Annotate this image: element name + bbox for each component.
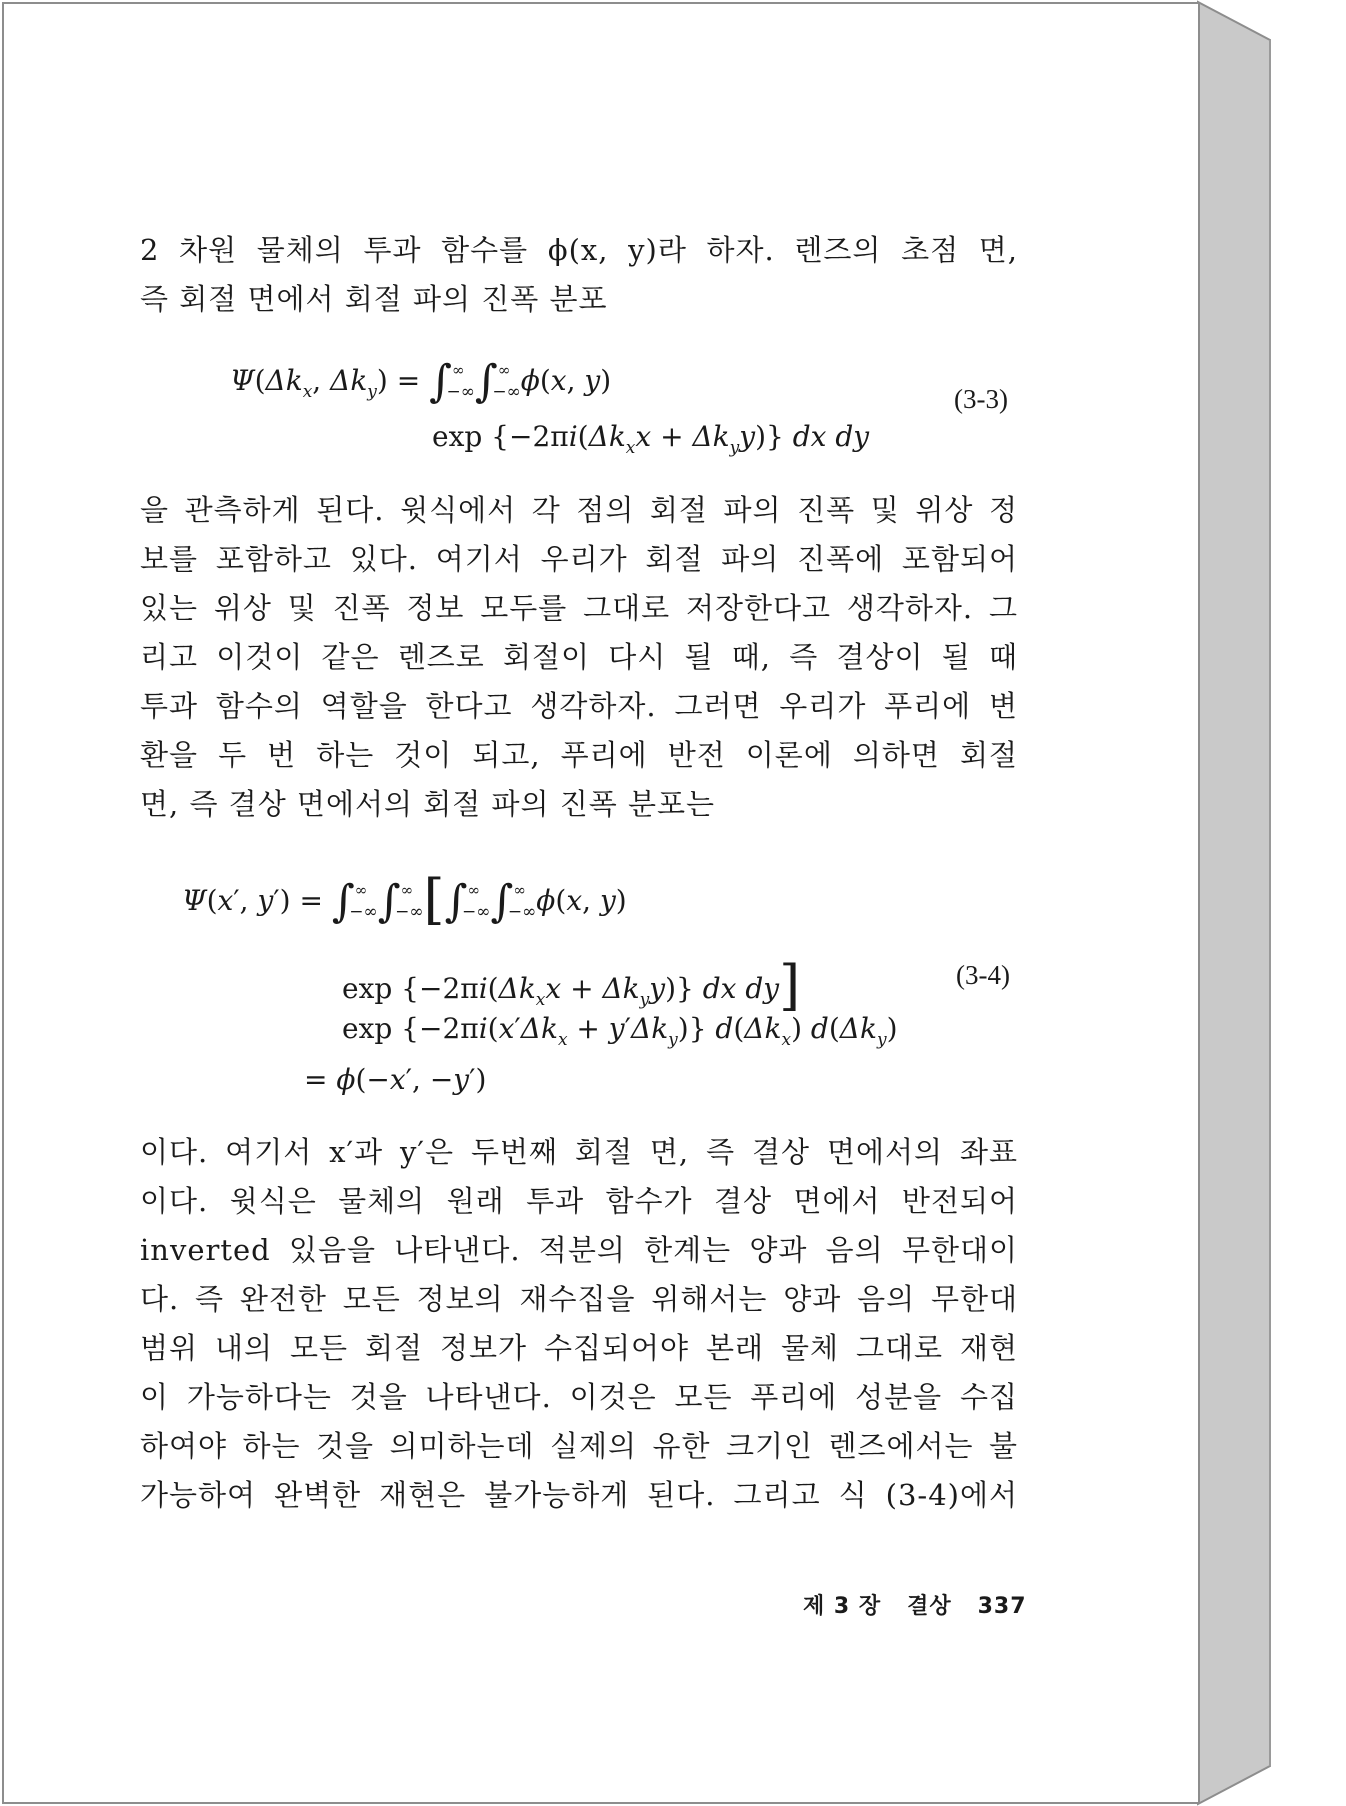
text-line: 보를 포함하고 있다. 여기서 우리가 회절 파의 진폭에 포함되어: [140, 542, 1018, 576]
text-line: 즉 회절 면에서 회절 파의 진폭 분포: [140, 282, 608, 316]
text-line: 가능하여 완벽한 재현은 불가능하게 된다. 그리고 식 (3-4)에서: [140, 1478, 1018, 1512]
equation-3-4-line-3: $\exp \{-2\pi i(x'\Delta k_x + y'\Delta k_y)\}$ $d(\Delta k_x)$ $d(\Delta k_y)$: [342, 1012, 898, 1050]
text-line: 다. 즉 완전한 모든 정보의 재수집을 위해서는 양과 음의 무한대: [140, 1282, 1018, 1316]
text-line: 을 관측하게 된다. 윗식에서 각 점의 회절 파의 진폭 및 위상 정: [140, 493, 1018, 527]
text-line: 있는 위상 및 진폭 정보 모두를 그대로 저장한다고 생각하자. 그: [140, 591, 1018, 625]
equation-3-4-line-1: Ψ(x′, $y') = \int^\infty_{-\infty}\int^\infty_{-\infty}[\int^\infty_{-\infty}\int^\infty_{-\infty}\phi(x$, y): [182, 868, 627, 931]
text-line: 이다. 여기서 x′과 y′은 두번째 회절 면, 즉 결상 면에서의 좌표: [140, 1135, 1018, 1169]
equation-3-3-line-1: $\Psi(\Delta k_x$, $\Delta k_y) = \int^\infty_{-\infty}\int^\infty_{-\infty}\phi(x$, y): [230, 356, 612, 407]
page-number: 337: [977, 1594, 1027, 1619]
chapter-label: 제 3 장: [803, 1594, 882, 1619]
equation-number: (3-4): [956, 960, 1010, 990]
text-line: 이다. 윗식은 물체의 원래 투과 함수가 결상 면에서 반전되어: [140, 1184, 1018, 1218]
equation-3-3-line-2: $\exp \{-2\pi i(\Delta k_xx + \Delta k_yy)\}$ dx dy: [432, 420, 870, 458]
text-line: 투과 함수의 역할을 한다고 생각하자. 그러면 우리가 푸리에 변: [140, 689, 1018, 723]
chapter-title: 결상: [907, 1594, 952, 1619]
text-line: 하여야 하는 것을 의미하는데 실제의 유한 크기인 렌즈에서는 불: [140, 1429, 1018, 1463]
text-line: inverted 있음을 나타낸다. 적분의 한계는 양과 음의 무한대이: [140, 1233, 1018, 1267]
text-line: 2 차원 물체의 투과 함수를 ϕ(x, y)라 하자. 렌즈의 초점 면,: [140, 233, 1018, 267]
text-line: 범위 내의 모든 회절 정보가 수집되어야 본래 물체 그대로 재현: [140, 1331, 1018, 1365]
equation-3-4-line-2: $\exp \{-2\pi i(\Delta k_xx + \Delta k_yy)\}$ dx dy]: [342, 954, 801, 1017]
page-footer: [803, 1589, 1027, 1620]
text-line: 리고 이것이 같은 렌즈로 회절이 다시 될 때, 즉 결상이 될 때: [140, 640, 1018, 674]
text-line: 면, 즉 결상 면에서의 회절 파의 진폭 분포는: [140, 787, 715, 821]
equation-3-4-line-4: = ϕ(−x′, −y′): [304, 1063, 487, 1096]
text-line: 이 가능하다는 것을 나타낸다. 이것은 모든 푸리에 성분을 수집: [140, 1380, 1018, 1414]
equation-number: (3-3): [954, 384, 1008, 414]
text-line: 환을 두 번 하는 것이 되고, 푸리에 반전 이론에 의하면 회절: [140, 738, 1018, 772]
